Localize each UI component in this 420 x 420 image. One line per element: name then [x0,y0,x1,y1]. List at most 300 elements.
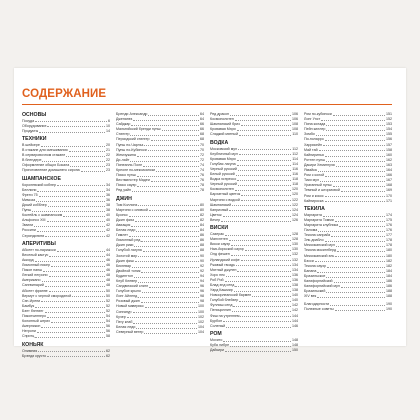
toc-entry-title: Сладкий мятный [210,132,239,137]
toc-entry-page: 120 [292,192,298,197]
toc-entry-page: 130 [292,247,298,252]
toc-dot-leader [138,254,199,258]
toc-entry-page: 144 [292,313,298,318]
toc-dot-leader [35,304,105,308]
toc-entry-title: Писко пунш [116,173,136,178]
toc-entry-page: 176 [386,228,392,233]
toc-dot-leader [49,253,105,257]
toc-entry-title: Ром и кокос [304,193,324,198]
toc-dot-leader [223,338,291,342]
toc-entry-title: Брэнди крусто [22,353,46,358]
toc-dot-leader [317,269,385,273]
toc-entry-title: Пунш [22,208,32,213]
toc-entry-title: Дайкири [210,348,225,353]
toc-entry-page: 176 [386,222,392,227]
toc-entry-title: Россини [22,228,36,233]
toc-entry-page: 74 [200,168,204,173]
toc-entry-title: Белая леди [116,324,136,329]
toc-dot-leader [43,268,105,272]
toc-dot-leader [130,158,199,162]
toc-entry-page: 112 [292,151,298,156]
toc-entry-title: Аккорд [22,257,34,262]
toc-entry-title: Бэсси [304,258,314,263]
toc-entry-title: Эмили [22,223,34,228]
toc-entry-title: В блендере [22,158,42,163]
toc-dot-leader [235,283,291,287]
toc-dot-leader [49,289,105,293]
toc-entry-page: 156 [386,137,392,142]
toc-entry-title: Ямайка [304,168,317,173]
toc-entry-page: 190 [386,302,392,307]
toc-entry-page: 96 [200,289,204,294]
toc-entry-title: Амерпикон [22,324,41,329]
toc-entry-title: Мартини с оливкой [116,207,148,212]
toc-entry-title: Кайпироска [304,198,324,203]
toc-entry[interactable] [22,129,110,134]
toc-entry-title: Вестминстер Мадеи [116,178,150,183]
toc-dot-leader [45,234,105,238]
toc-entry-page: 114 [292,156,298,161]
toc-entry-title: Пунш по-Кубински [116,147,147,152]
toc-entry-title: Сериндипити [22,233,45,238]
toc-dot-leader [138,279,199,283]
toc-dot-leader [57,248,105,252]
toc-section-heading: ВОДКА [210,139,229,146]
toc-dot-leader [337,248,385,252]
toc-entry-page: 186 [386,279,392,283]
toc-entry-title: Олд фешен [210,252,230,257]
toc-entry-title: Американо [22,278,41,283]
toc-entry-page: 122 [292,197,298,202]
toc-entry-page: 104 [198,324,204,329]
toc-dot-leader [336,163,385,167]
toc-dot-leader [37,228,105,232]
toc-entry-title: Эль диабло [304,238,324,243]
toc-entry[interactable] [210,132,298,137]
toc-entry-page: 34 [106,182,110,187]
toc-dot-leader [129,233,199,237]
toc-entry-title: Шампанский [210,202,232,207]
toc-entry-page: 76 [200,178,204,183]
toc-dot-leader [39,193,105,197]
toc-entry-page: 163 [386,162,392,167]
toc-dot-leader [66,153,105,157]
toc-entry-title: Фиш на утреннем [210,313,240,318]
toc-dot-leader [318,228,385,232]
toc-entry-title: Бренди Александр [116,112,148,116]
toc-entry-page: 126 [292,217,298,222]
toc-dot-leader [135,218,199,222]
toc-dot-leader [41,324,105,328]
toc-dot-leader [35,334,105,338]
toc-entry-page: 34 [106,187,110,192]
toc-dot-leader [241,198,291,202]
toc-dot-leader [237,157,292,161]
toc-dot-leader [81,168,105,172]
toc-entry-title: Клуб Клевер [116,279,138,283]
toc-entry-title: Креоле по-мексикански [116,168,156,173]
toc-dot-leader [69,148,105,152]
toc-entry-page: 74 [200,162,204,167]
toc-dot-leader [47,354,105,358]
toc-entry-title: Маргарита [304,212,322,217]
toc-entry-page: 150 [292,348,298,353]
toc-entry-page: 78 [200,183,204,188]
toc-dot-leader [223,213,291,217]
toc-entry-title: Сазерак [210,232,224,237]
toc-entry-page: 106 [292,112,298,116]
toc-entry-title: Легкий негрони [22,273,48,278]
toc-entry-title: Северный ветер [116,329,144,334]
toc-entry-page: 116 [292,172,298,177]
toc-dot-leader [327,264,385,268]
toc-entry-title: Веселый кактус [22,252,49,257]
toc-entry-title: Кайпиринья [304,152,324,157]
toc-entry[interactable] [304,307,392,312]
toc-dot-leader [325,194,385,198]
toc-dot-leader [335,307,385,311]
toc-column-4 [304,112,392,344]
toc-entry-page: 44 [106,252,110,257]
toc-entry-page: 82 [200,217,204,222]
toc-dot-leader [132,188,199,192]
toc-dot-leader [136,325,197,329]
toc-dot-leader [326,127,385,131]
toc-entry-title: Май тай [304,147,318,152]
toc-entry-title: Черный русский [210,182,237,187]
toc-entry-page: 96 [200,284,204,289]
toc-entry-page: 50 [106,293,110,298]
toc-entry-title: Пина колада [304,122,326,127]
toc-entry-page: 132 [292,257,298,262]
toc-dot-leader [226,324,291,328]
toc-dot-leader [162,127,199,131]
toc-dot-leader [148,148,199,152]
toc-entry-title: Маргарита клубника [304,222,339,227]
toc-entry-page: 158 [386,147,392,152]
toc-entry-title: Текила сауэр [304,263,327,268]
toc-entry[interactable] [210,218,298,223]
toc-entry-page: 188 [386,294,392,299]
toc-entry-title: В стакане для смешивания [22,148,68,153]
toc-section-heading: ОСНОВЫ [22,112,47,118]
toc-entry-page: 86 [200,233,204,238]
toc-dot-leader [48,203,105,207]
toc-dot-leader [148,112,199,116]
toc-entry-page: 62 [106,348,110,353]
toc-dot-leader [238,182,291,186]
toc-dot-leader [326,274,385,278]
toc-entry-title: Оформление общих Бокала [22,163,70,168]
toc-entry-page: 174 [386,212,392,217]
toc-entry-title: Виски сауэр [210,242,231,247]
toc-dot-leader [323,213,385,217]
toc-dot-leader [130,132,199,136]
toc-entry-title: Текила мокингберд [304,248,337,253]
toc-entry-page: 148 [292,343,298,348]
toc-dot-leader [326,122,385,126]
toc-dot-leader [235,187,291,191]
toc-entry-page: 46 [106,263,110,268]
toc-dot-leader [237,177,291,181]
toc-dot-leader [335,254,385,258]
toc-entry-page: 152 [386,117,392,122]
toc-entry-page: 140 [292,293,298,298]
toc-entry-title: Джин рики [116,243,134,248]
toc-entry-title: Сингапур [116,309,132,314]
toc-dot-leader [35,258,105,262]
toc-dot-leader [226,273,291,277]
toc-entry-title: Ром по-кубински [304,112,332,116]
toc-dot-leader [325,173,385,177]
toc-entry-page: 66 [200,122,204,127]
toc-entry-page: 36 [106,197,110,202]
toc-entry-page: 134 [292,262,298,267]
toc-dot-leader [241,122,291,126]
toc-entry-page: 108 [292,127,298,132]
toc-dot-leader [336,243,385,247]
toc-dot-leader [225,232,291,236]
toc-entry-page: 48 [106,278,110,283]
toc-entry-title: Роттен пунш [304,157,326,162]
toc-entry[interactable] [22,354,110,359]
toc-dot-leader [137,173,199,177]
toc-entry-title: Харрикейн [304,142,323,147]
toc-entry-page: 38 [106,203,110,207]
toc-entry-page: 128 [292,237,298,242]
toc-entry-title: Оборудование [22,123,47,128]
toc-dot-leader [151,178,199,182]
toc-entry-title: Московский мул [210,146,238,151]
toc-dot-leader [32,208,105,212]
toc-dot-leader [47,314,105,318]
toc-dot-leader [319,148,385,152]
toc-entry-page: 166 [386,173,392,178]
toc-entry-page: 62 [106,353,110,358]
toc-entry-page: 168 [386,183,392,188]
toc-dot-leader [57,183,105,187]
toc-entry-title: Пикончиннеро [22,313,47,318]
toc-entry-page: 92 [200,263,204,268]
toc-entry-title: Голубой блейзер [210,298,239,303]
toc-dot-leader [133,320,197,324]
toc-entry-page: 142 [292,303,298,308]
toc-entry-title: Ред уайн [116,188,132,193]
toc-entry-title: Дикий кобблер [22,203,47,207]
toc-entry-page: 153 [386,122,392,127]
toc-entry-title: Хорс нек [210,272,225,277]
toc-entry-page: 52 [106,308,110,313]
toc-entry-page: 10 [106,123,110,128]
toc-entry-page: 70 [200,142,204,147]
toc-entry-title: Калифорнийский [304,279,333,283]
toc-dot-leader [143,163,199,167]
toc-entry-page: 148 [292,337,298,342]
toc-dot-leader [333,183,385,187]
toc-columns [22,112,392,358]
toc-entry-title: Ирландский кофе [210,257,240,262]
toc-dot-leader [45,309,105,313]
toc-entry-page: 164 [386,168,392,173]
toc-entry[interactable] [210,324,298,329]
toc-entry-title: В шейкере [22,142,40,147]
toc-entry-page: 110 [292,132,298,137]
toc-entry-title: Сайдкар [116,122,131,127]
toc-dot-leader [325,137,385,141]
toc-entry-page: 124 [292,207,298,212]
toc-entry[interactable] [22,234,110,239]
toc-entry-title: Манхэттен [210,237,228,242]
toc-entry-title: Джепанез [116,117,133,122]
toc-entry[interactable] [22,168,110,173]
toc-entry-title: Стингер [116,132,130,137]
toc-entry-page: 136 [292,272,298,277]
toc-entry-title: Цветок [210,212,222,217]
toc-dot-leader [325,153,385,157]
toc-dot-leader [318,168,385,172]
toc-dot-leader [49,273,105,277]
toc-entry-title: Текила санрайз [304,233,331,238]
toc-entry-page: 52 [106,298,110,303]
toc-dot-leader [326,158,385,162]
toc-dot-leader [239,152,291,156]
toc-dot-leader [233,303,291,307]
toc-entry-page: 175 [386,217,392,222]
toc-entry-title: Коктейль с шампанским [22,213,63,218]
toc-entry-page: 171 [386,198,392,203]
toc-entry-page: 188 [386,289,392,294]
toc-dot-leader [36,198,105,202]
toc-dot-leader [221,218,291,222]
toc-dot-leader [241,258,291,262]
toc-entry-title: Шампанский бриз [210,122,240,127]
toc-entry-page: 84 [200,222,204,227]
toc-entry-page: 94 [200,279,204,283]
toc-dot-leader [231,242,291,246]
toc-entry-title: Пинеапль Поле [116,162,143,167]
toc-entry-page: 6 [108,118,110,123]
toc-dot-leader [132,264,199,268]
toc-dot-leader [230,112,291,116]
toc-entry-title: Ураганный пунш [304,183,332,188]
toc-entry-title: Джин физз [116,217,135,222]
toc-dot-leader [245,247,291,251]
toc-entry-page: 144 [292,318,298,323]
toc-entry-title: Продукты [22,128,39,133]
toc-entry-page: 88 [200,248,204,253]
toc-entry-page: 64 [200,112,204,116]
toc-dot-leader [137,153,199,157]
page-title: СОДЕРЖАНИЕ [22,88,107,100]
toc-entry[interactable] [210,348,298,353]
toc-entry-page: 23 [106,163,110,168]
toc-dot-leader [232,203,291,207]
toc-entry-title: Писко сауэр [116,183,137,188]
toc-dot-leader [70,163,105,167]
toc-dot-leader [51,319,105,323]
toc-entry-page: 114 [292,161,298,166]
toc-entry-page: 142 [292,308,298,313]
toc-section-heading: ШАМПАНСКОЕ [22,176,61,183]
toc-entry-title: Жемчужина [116,152,136,157]
toc-dot-leader [252,293,291,297]
toc-dot-leader [63,213,105,217]
toc-entry-title: Бюлевар [116,263,131,268]
toc-dot-leader [333,112,385,116]
toc-entry-title: Фуллиш сенд [210,303,233,308]
toc-entry-page: 80 [200,202,204,207]
toc-entry-title: Персидский стингер [116,137,150,142]
toc-dot-leader [141,269,199,273]
toc-entry-title: Кровавая Мэри [210,127,236,132]
toc-entry[interactable] [116,330,204,335]
toc-entry-title: Бурбон [210,318,223,323]
toc-dot-leader [37,188,105,192]
toc-entry-title: Голубой лагуна [116,248,142,253]
toc-entry[interactable] [304,199,392,204]
toc-entry-title: Благодарности [304,302,330,307]
toc-dot-leader [143,248,199,252]
toc-entry-page: 138 [292,288,298,293]
toc-entry[interactable] [22,334,110,339]
toc-entry-title: Мартини с водкой [210,197,240,202]
toc-entry-title: Роб Рой [210,277,224,282]
toc-dot-leader [34,223,105,227]
toc-entry-title: Негрони [22,329,36,334]
toc-dot-leader [341,188,385,192]
toc-dot-leader [145,304,197,308]
toc-dot-leader [129,213,199,217]
toc-entry-page: 102 [198,319,204,324]
toc-dot-leader [144,330,197,334]
toc-dot-leader [72,294,105,298]
toc-dot-leader [223,319,291,323]
toc-entry-title: Лимонный ред [116,238,141,243]
toc-entry-title: Розовый джин [116,299,140,304]
toc-dot-leader [330,302,385,306]
toc-entry-title: Королевский коблер [22,182,56,187]
toc-entry-page: 70 [200,147,204,152]
toc-entry-page: 90 [200,253,204,258]
toc-entry-title: Пи-поларро [304,137,324,142]
toc-dot-leader [325,238,385,242]
toc-entry-title: Бэнт бэнтинг [22,308,44,313]
toc-dot-leader [325,199,386,203]
toc-entry-title: Беллини [22,187,37,192]
toc-entry-page: 100 [198,304,204,309]
toc-entry-title: Новоорлеанский бармен [210,293,252,298]
toc-dot-leader [317,294,385,298]
toc-section-heading: АПЕРИТИВЫ [22,241,56,248]
toc-entry-page: 170 [386,193,392,198]
toc-entry-title: Палома [304,228,318,233]
toc-dot-leader [136,228,199,232]
toc-entry-page: 64 [200,117,204,122]
toc-dot-leader [321,117,385,121]
toc-dot-leader [320,178,385,182]
toc-dot-leader [141,299,199,303]
toc-entry[interactable] [116,188,204,193]
toc-section-heading: РОМ [210,331,222,338]
toc-entry-page: 124 [292,212,298,217]
toc-dot-leader [315,259,385,263]
toc-entry-title: Сандвичский слинг [116,284,149,289]
toc-entry-title: Нью-йоркский сауэр [210,247,244,252]
toc-entry-title: Полезные советы [304,307,334,312]
toc-entry-title: Олимпия [22,348,38,353]
toc-dot-leader [225,348,291,352]
toc-entry-title: Соленый [210,323,226,328]
